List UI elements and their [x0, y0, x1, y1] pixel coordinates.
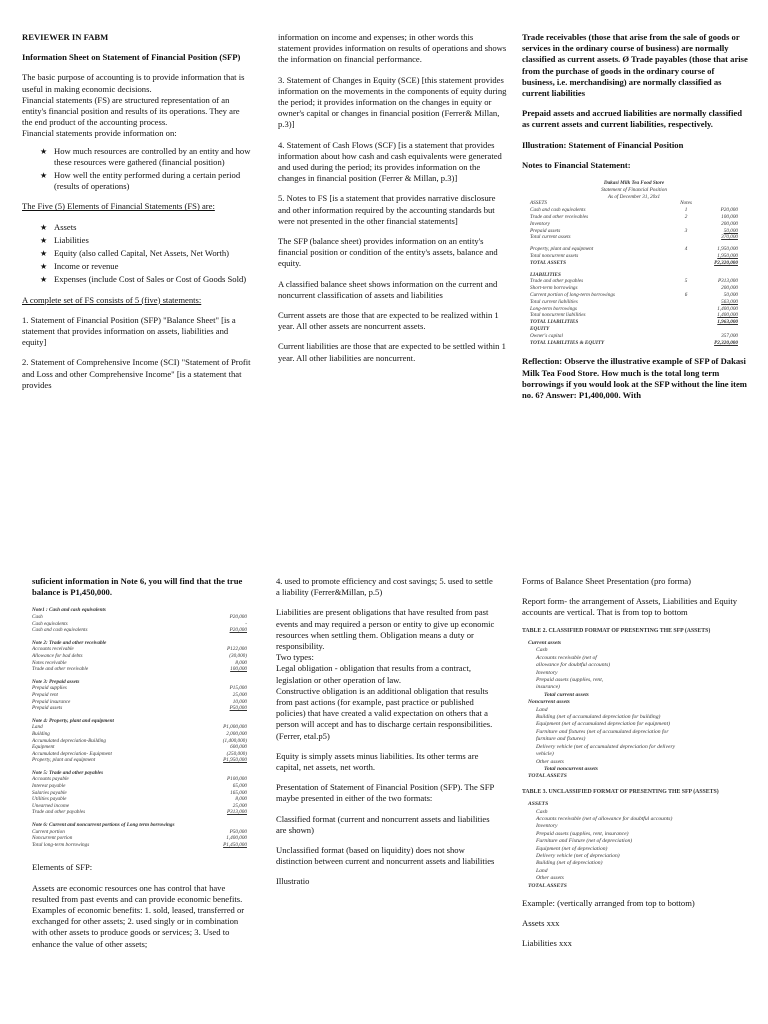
paragraph: 4. used to promote efficiency and cost savings; 5. used to settle a liability (Ferrer&Millan, p.5) [276, 576, 493, 598]
liabilities-header: LIABILITIES [530, 271, 561, 278]
note-block [32, 640, 247, 673]
note-row: Trade and other payables P313,000 [32, 809, 247, 816]
proforma-line: TOTAL ASSETS [528, 882, 567, 889]
proforma-line: Delivery vehicle (net of accumulated depreciation for delivery [536, 743, 676, 750]
forms-heading: Forms of Balance Sheet Presentation (pro forma) [522, 576, 691, 586]
proforma-line: Other assets [536, 758, 564, 765]
column-4 [32, 576, 248, 959]
row-label: Total current liabilities [530, 298, 578, 305]
complete-set-heading: A complete set of FS consists of 5 (five) statements: [22, 294, 202, 305]
note-row: Accounts payable P100,000 [32, 776, 247, 783]
note-row: Cash equivalents - [32, 620, 247, 627]
row-value: 357,000 [721, 332, 738, 339]
paragraph: Assets are economic resources one has control that have resulted from past events and can provide economic benefits. Examples of economic benefits: 1. sold, leased, transferred or exchanged for other assets; 2. used singly or in combination with other assets to produce goods or services; 3. Used to enhance the value of other assets; [32, 882, 245, 949]
table-row [530, 246, 738, 253]
proforma-line: Inventory [536, 823, 558, 830]
paragraph: Classified format (current and noncurrent assets and liabilities are shown) [276, 813, 490, 835]
proforma-line: Land [536, 706, 548, 713]
proforma-line: insurance) [536, 684, 560, 691]
list-item: ★ Liabilities [40, 235, 252, 246]
row-value [698, 326, 738, 333]
row-value: 1,950,000 [717, 253, 738, 259]
note-row: Cash and cash equivalents P20,000 [32, 627, 247, 634]
note-row: Prepaid assets P50,000 [32, 705, 247, 712]
row-label: EQUITY [530, 325, 550, 332]
note-row: Note 2: Trade and other receivable [32, 639, 107, 646]
note-row: Land P1,000,000 [32, 724, 247, 731]
list-item: ★ Expenses (include Cost of Sales or Cost of Goods Sold) [40, 274, 252, 285]
note-row: Salaries payable 165,000 [32, 789, 247, 796]
table-statement: Statement of Financial Position [601, 186, 667, 193]
row-label: TOTAL LIABILITIES & EQUITY [530, 339, 605, 346]
row-label: Total noncurrent liabilities [530, 312, 586, 319]
table-company: Dakasi Milk Tea Food Store [603, 180, 665, 187]
column-6 [522, 576, 748, 959]
paragraph: Example: (vertically arranged from top to bottom) [522, 898, 695, 909]
paragraph: The SFP (balance sheet) provides information on an entity's financial position or condition of the entity's assets, balance and equity. [278, 236, 498, 269]
note-row: Prepaid rent 25,000 [32, 691, 247, 698]
row-label: TOTAL LIABILITIES [530, 319, 579, 326]
paragraph: Unclassified format (based on liquidity) does not show distinction between current and noncurrent assets and liabilities [276, 845, 495, 867]
row-label: Trade and other payables [530, 278, 584, 285]
note-row: Note1 : Cash and cash equivalents [32, 607, 106, 614]
row-note [674, 234, 698, 241]
list-item: ★ How well the entity performed during a certain period (results of operations) [40, 170, 252, 192]
row-value: 50,000 [723, 227, 738, 234]
proforma-line: Prepaid assets (supplies, rent, [536, 677, 604, 684]
row-note [674, 306, 698, 313]
note-block [32, 822, 247, 848]
paragraph: 3. Statement of Changes in Equity (SCE) [this statement provides information on the movements in the components of equity during the period; it provides information on the changes in equity or owner's capital or changes in financial position (Ferrer& Millan, p.3)] [278, 74, 507, 130]
notes-heading: Notes to Financial Statement: [522, 159, 631, 170]
row-label: Total noncurrent assets [530, 253, 579, 259]
paragraph: Trade receivables (those that arise from the sale of goods or services in the ordinary course of business) are normally classified as current assets. Ø Trade payables (those that arise from the purchase of goods in the ordinary course of business, i.e. merchandising) are normally classified as current liabilities [522, 32, 748, 99]
table-row [530, 260, 738, 267]
row-note [674, 312, 698, 319]
paragraph: Liabilities xxx [522, 938, 572, 949]
note-block [32, 679, 247, 712]
proforma-line: Furniture and Fixture (net of depreciation) [536, 838, 633, 845]
table-row [530, 228, 738, 235]
proforma-line: Accounts receivable (net of allowance for doubtful accounts) [536, 815, 673, 822]
table-row [530, 319, 738, 326]
table-header [530, 200, 738, 207]
paragraph: Liabilities are present obligations that have resulted from past events and may required a person or entity to give up economic resources when settling them. Obligation means a duty or responsibility. [276, 607, 495, 652]
table-row [530, 292, 738, 299]
note-row: Noncurrent portion 1,400,000 [32, 835, 247, 842]
row-note [674, 319, 698, 326]
row-label: Owner's capital [530, 332, 563, 339]
proforma-line: Land [536, 867, 548, 874]
proforma-line: Prepaid assets (supplies, rent, insurance) [536, 830, 629, 837]
note-block [32, 770, 247, 816]
paragraph: Report form- the arrangement of Assets, Liabilities and Equity accounts are vertical. That is from top to bottom [522, 596, 738, 618]
note-row: Unearned income 25,000 [32, 802, 247, 809]
row-value: 1,963,000 [717, 319, 738, 326]
note-row: Note 6: Current and noncurrent portions of Long term borrowings [32, 822, 175, 829]
table-row [530, 234, 738, 241]
paragraph: suficient information in Note 6, you will find that the true balance is P1,450,000. [32, 576, 243, 598]
paragraph: A classified balance sheet shows information on the current and noncurrent classification of assets and liabilities [278, 278, 498, 300]
row-value: P313,000 [717, 278, 738, 285]
proforma-line: Equipment (net of depreciation) [536, 845, 608, 852]
table-row [530, 306, 738, 313]
table-row [530, 214, 738, 221]
info-list [22, 146, 252, 193]
row-note: 2 [684, 214, 688, 221]
row-value: 50,000 [723, 291, 738, 298]
table-row [530, 326, 738, 333]
list-item: ★ Assets [40, 222, 252, 233]
proforma-line: Building (net of depreciation) [536, 860, 603, 867]
paragraph: Legal obligation - obligation that results from a contract, legislation or other operation of law. [276, 663, 471, 685]
note-row: Cash P20,000 [32, 614, 247, 620]
paragraph: Current assets are those that are expected to be realized within 1 year. All other assets are noncurrent assets. [278, 310, 499, 332]
paragraph: Presentation of Statement of Financial Position (SFP). The SFP maybe presented in either of the two formats: [276, 782, 494, 804]
paragraph: Financial statements provide information on: [22, 128, 177, 139]
proforma-line: ASSETS [528, 801, 549, 808]
section-subtitle: Information Sheet on Statement of Financial Position (SFP) [22, 52, 241, 63]
table-row [530, 340, 738, 347]
note-block [32, 718, 247, 764]
note-row: Note 5: Trade and other payables [32, 769, 104, 776]
proforma-line: Cash [536, 808, 548, 815]
row-value: 370,000 [721, 234, 738, 241]
paragraph: 2. Statement of Comprehensive Income (SCI) "Statement of Profit and Loss and other Comprehensive Income" [is a statement that provides [22, 357, 251, 390]
rows-c [530, 278, 738, 346]
table-2 [522, 628, 748, 781]
list-item: ★ Income or revenue [40, 261, 252, 272]
row-value: P2,320,000 [714, 259, 738, 266]
note-row: Prepaid insurance 10,000 [32, 698, 247, 705]
list-item: ★ Equity (also called Capital, Net Assets, Net Worth) [40, 248, 252, 259]
column-5 [276, 576, 498, 897]
note-row: Equipment 600,000 [32, 744, 247, 751]
row-note: 3 [684, 227, 688, 234]
list-item: ★ How much resources are controlled by an entity and how these resources were gathered (financial position) [40, 146, 252, 168]
note-row: Current portion P50,000 [32, 828, 247, 835]
proforma-line: Noncurrent assets [528, 699, 570, 706]
note-row: Notes receivable 8,000 [32, 659, 247, 666]
row-label: Current portion of long-term borrowings [530, 291, 615, 298]
elements-heading: The Five (5) Elements of Financial Statements (FS) are: [22, 201, 215, 212]
proforma-line: Total current assets [544, 691, 589, 698]
table-row [530, 221, 738, 228]
row-label: Prepaid assets [530, 227, 561, 234]
paragraph: 1. Statement of Financial Position (SFP) "Balance Sheet" [is a statement that provides information on assets, liabilities and equity] [22, 314, 236, 348]
table-3-title: TABLE 3. UNCLASSIFIED FORMAT OF PRESENTING THE SFP (ASSETS) [522, 788, 719, 795]
row-note [674, 340, 698, 347]
proforma-line: TOTAL ASSETS [528, 773, 567, 780]
row-value: 1,400,000 [717, 312, 738, 319]
assets-header: ASSETS [530, 200, 548, 207]
table-row [530, 278, 738, 285]
row-note: 1 [684, 207, 688, 214]
row-note [674, 326, 698, 333]
proforma-line: Total noncurrent assets [544, 765, 598, 772]
proforma-line: Furniture and fixtures (net of accumulated depreciation for [536, 728, 669, 735]
reflection: Reflection: Observe the illustrative example of SFP of Dakasi Milk Tea Food Store. How much is the total long term borrowings if you would look at the SFP without the line item no. 6? Answer: P1,400,000. With [522, 356, 747, 400]
note-row: Accounts receivable P122,000 [32, 646, 247, 653]
row-note [674, 285, 698, 292]
row-label: Inventory [530, 220, 550, 227]
paragraph: Two types: [276, 652, 314, 663]
note-row: Prepaid supplies P15,000 [32, 685, 247, 692]
elements-list [22, 222, 252, 286]
column-3 [522, 32, 748, 410]
note-row: Trade and other receivable 100,000 [32, 666, 247, 673]
row-value: 1,950,000 [717, 246, 738, 253]
row-note: 6 [684, 291, 688, 298]
note-row: Utilities payable 8,000 [32, 796, 247, 803]
note-row: Interest payable 65,000 [32, 783, 247, 790]
paragraph: Assets xxx [522, 918, 560, 929]
row-value: 200,000 [721, 220, 738, 227]
elements-sfp-heading: Elements of SFP: [32, 862, 93, 873]
row-value: 563,000 [721, 298, 738, 305]
row-label: Total current assets [530, 234, 571, 241]
notes-header: Notes [680, 200, 692, 207]
proforma-line: allowance for doubtful accounts) [536, 662, 611, 669]
paragraph: Financial statements (FS) are structured representation of an entity's financial position and results of its operations. They are the end product of the accounting process. [22, 94, 240, 128]
row-note [674, 253, 698, 260]
paragraph: 5. Notes to FS [is a statement that provides narrative disclosure and other information required by the accounting standards but were not presented in the other financial statements] [278, 193, 496, 226]
sfp-table [530, 180, 738, 346]
paragraph: Constructive obligation is an additional obligation that results from past actions (for example, past practice or published policies) that have created a valid expectation on others that a person will accept and has to discharge certain responsibilities. (Ferrer, etal.p5) [276, 685, 493, 741]
row-label: TOTAL ASSETS [530, 259, 566, 266]
row-label: Property, plant and equipment [530, 246, 594, 253]
row-note [674, 333, 698, 340]
table-row [530, 285, 738, 292]
column-1 [22, 32, 252, 400]
proforma-line: Current assets [528, 640, 562, 647]
table-row [530, 207, 738, 214]
proforma-line: Inventory [536, 669, 558, 676]
paragraph: Illustratio [276, 876, 310, 887]
table-row [530, 253, 738, 260]
row-value: 200,000 [721, 285, 738, 292]
table-row [530, 299, 738, 306]
rows-b [530, 246, 738, 266]
table-row [530, 312, 738, 319]
paragraph: Equity is simply assets minus liabilities. Its other terms are capital, net assets, net worth. [276, 750, 479, 773]
row-value: P2,320,000 [714, 339, 738, 346]
column-2 [278, 32, 508, 373]
row-label: Cash and cash equivalents [530, 207, 586, 214]
paragraph: Current liabilities are those that are expected to be settled within 1 year. All other liabilities are noncurrent. [278, 341, 506, 363]
row-note [674, 221, 698, 228]
paragraph: The basic purpose of accounting is to provide information that is useful in making economic decisions. [22, 72, 245, 94]
row-note: 4 [684, 246, 688, 253]
row-note: 5 [684, 278, 688, 285]
row-value: 100,000 [721, 214, 738, 221]
document-title: REVIEWER IN FABM [22, 32, 109, 42]
illustration-heading: Illustration: Statement of Financial Position [522, 139, 684, 150]
note-row: Accumulated depreciation-Building (1,400,000) [32, 737, 247, 744]
note-row: Accumulated depreciation- Equipment (250,000) [32, 750, 247, 757]
rows-a [530, 207, 738, 241]
notes-container [32, 607, 248, 848]
proforma-line: Accounts receivable (net of [536, 654, 597, 661]
note-row: Total long-term borrowings P1,450,000 [32, 841, 247, 848]
row-note [674, 260, 698, 267]
proforma-line: Delivery vehicle (net of depreciation) [536, 852, 620, 859]
proforma-line: furniture and fixtures) [536, 736, 586, 743]
note-row: Property, plant and equipment P1,950,000 [32, 757, 247, 764]
note-row: Building 2,000,000 [32, 730, 247, 737]
note-row: Note 3: Prepaid assets [32, 678, 80, 685]
table-2-title: TABLE 2. CLASSIFIED FORMAT OF PRESENTING THE SFP (ASSETS) [522, 627, 711, 634]
row-label: Short-term borrowings [530, 285, 578, 292]
proforma-line: Other assets [536, 875, 564, 882]
proforma-line: Building (net of accumulated depreciation for building) [536, 714, 661, 721]
row-value: P20,000 [720, 207, 738, 214]
paragraph: information on income and expenses; in other words this statement provides information on results of operations and shows the information on financial performance. [278, 32, 507, 65]
row-label: Trade and other receivables [530, 214, 589, 221]
paragraph: 4. Statement of Cash Flows (SCF) [is a statement that provides information about how cash and cash equivalents were generated and used during the period; its provides information on the changes in financial position (Ferrer & Millan, p.3)] [278, 139, 502, 184]
row-value: 1,400,000 [717, 305, 738, 312]
proforma-line: Equipment (net of accumulated depreciation for equipment) [536, 721, 671, 728]
row-note [674, 299, 698, 306]
table-row [530, 333, 738, 340]
proforma-line: Cash [536, 647, 548, 654]
table-date: As of December 31, 20x1 [607, 193, 661, 200]
table-3 [522, 789, 748, 890]
proforma-line: vehicle) [536, 751, 554, 758]
paragraph: Prepaid assets and accrued liabilities are normally classified as current assets and current liabilities, respectively. [522, 108, 743, 130]
note-row: Allowance for bad debts (30,000) [32, 652, 247, 659]
note-row: Note 4: Property, plant and equipment [32, 717, 114, 724]
note-block [32, 607, 247, 633]
row-label: Long-term borrowings [530, 305, 577, 312]
